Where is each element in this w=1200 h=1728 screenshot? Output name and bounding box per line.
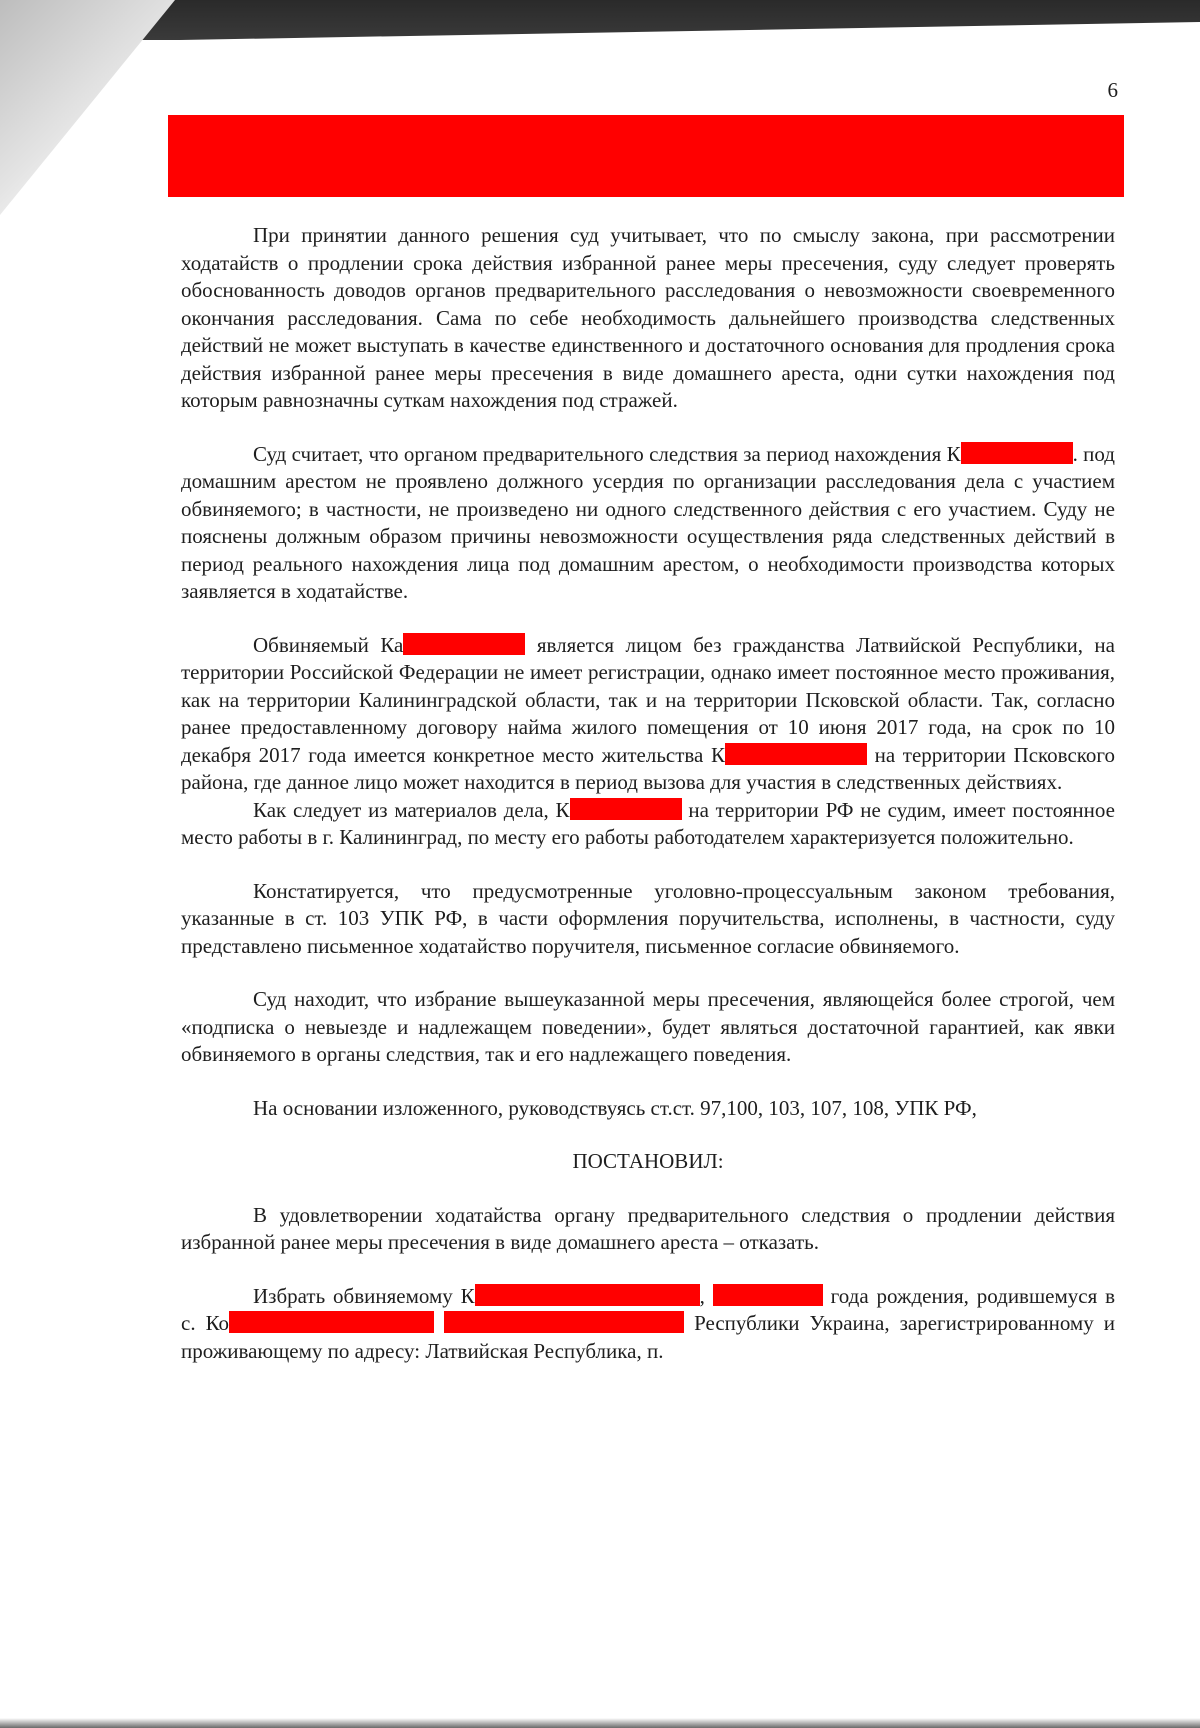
paragraph-text: На основании изложенного, руководствуясь ст.ст. 97,100, 103, 107, 108, УПК РФ, [253, 1095, 977, 1120]
paragraph-text [434, 1311, 444, 1335]
paragraph-text: Обвиняемый Ка [253, 632, 404, 657]
paragraph-ruling-measure [181, 1283, 1115, 1366]
paragraph-accused-residence [181, 632, 1115, 797]
ruling-heading: ПОСТАНОВИЛ: [572, 1149, 724, 1173]
paragraph-text: на территории Псковского района, где данное лицо может находится в период вызова для участия в следственных действиях. [181, 742, 1116, 794]
paragraph-text: Избрать обвиняемому К [253, 1283, 475, 1308]
paragraph-text: Как следует из материалов дела, К [253, 797, 570, 822]
paragraph-text: При принятии данного решения суд учитывает, что по смыслу закона, при рассмотрении ходатайств о продлении срока действия избранной ранее меры пресечения, суду следует проверять обоснованность доводов органов предварительного расследования о невозможности своевременного окончания расследования. Сама по себе необходимость дальнейшего производства следственных действий не может выступать в качестве единственного и достаточного основания для продления срока действия избранной ранее меры пресечения в виде домашнего ареста, одни сутки нахождения под которым равнозначны суткам нахождения под стражей. [181, 223, 1115, 412]
paragraph-text: года рождения, родившемуся в с. Ко [181, 1283, 1116, 1335]
paragraph-text: . под домашним арестом не проявлено должного усердия по организации расследования дела с участием обвиняемого; в частности, не произведено ни одного следственного действия с его участием. Суду не пояснены должным образом причины невозможности осуществления ряда следственных действий в период реального нахождения лица под домашним арестом, о необходимости производства которых заявляется в ходатайстве. [181, 441, 1115, 603]
scan-bottom-edge [0, 1718, 1200, 1728]
scan-dark-edge [0, 0, 1200, 40]
page-number: 6 [1107, 78, 1118, 102]
region-redaction [444, 1311, 684, 1333]
paragraph-surety [181, 878, 1115, 961]
document-body [181, 222, 1115, 1365]
paragraph-text: Суд находит, что избрание вышеуказанной меры пресечения, являющейся более строгой, чем «подписка о невыезде и надлежащем поведении», будет являться достаточной гарантией, как явки обвиняемого в органы следствия, так и его надлежащего поведения. [181, 987, 1115, 1066]
paragraph-text: Республики Украина, зарегистрированному и проживающему по адресу: Латвийская Республика, п. [181, 1311, 1115, 1363]
place-redaction [229, 1311, 434, 1333]
name-redaction [570, 798, 682, 820]
name-redaction [961, 442, 1073, 464]
paragraph-legal-standard [181, 222, 1115, 415]
paragraph-text: , [699, 1283, 713, 1308]
paragraph-text: В удовлетворении ходатайства органу предварительного следствия о продлении действия избранной ранее меры пресечения в виде домашнего ареста – отказать. [181, 1202, 1115, 1254]
paragraph-text: Констатируется, что предусмотренные уголовно-процессуальным законом требования, указанные в ст. 103 УПК РФ, в части оформления поручительства, исполнены, в частности, суду представлено письменное ходатайство поручителя, письменное согласие обвиняемого. [181, 878, 1115, 958]
paragraph-investigation-assessment [181, 441, 1115, 606]
paragraph-text: является лицом без гражданства Латвийской Республики, на территории Российской Федерации не имеет регистрации, однако имеет постоянное место проживания, как на территории Калининградской области, так и на территории Псковской области. Так, согласно ранее предоставленному договору найма жилого помещения от 10 июня 2017 года, на срок по 10 декабря 2017 года имеется конкретное место жительства К [181, 632, 1115, 767]
paragraph-court-finding [181, 986, 1115, 1069]
name-redaction [725, 743, 867, 765]
paragraph-ruling-refusal [181, 1202, 1115, 1257]
paragraph-text: на территории РФ не судим, имеет постоянное место работы в г. Калининград, по месту его работы работодателем характеризуется положительно. [181, 797, 1115, 849]
paragraph-legal-basis [181, 1095, 1115, 1123]
birthdate-redaction [713, 1284, 823, 1306]
paragraph-accused-character [181, 797, 1115, 852]
header-redaction-block [168, 115, 1124, 197]
name-redaction [403, 633, 525, 655]
name-redaction [475, 1284, 700, 1306]
paragraph-text: Суд считает, что органом предварительного следствия за период нахождения К [253, 441, 961, 466]
